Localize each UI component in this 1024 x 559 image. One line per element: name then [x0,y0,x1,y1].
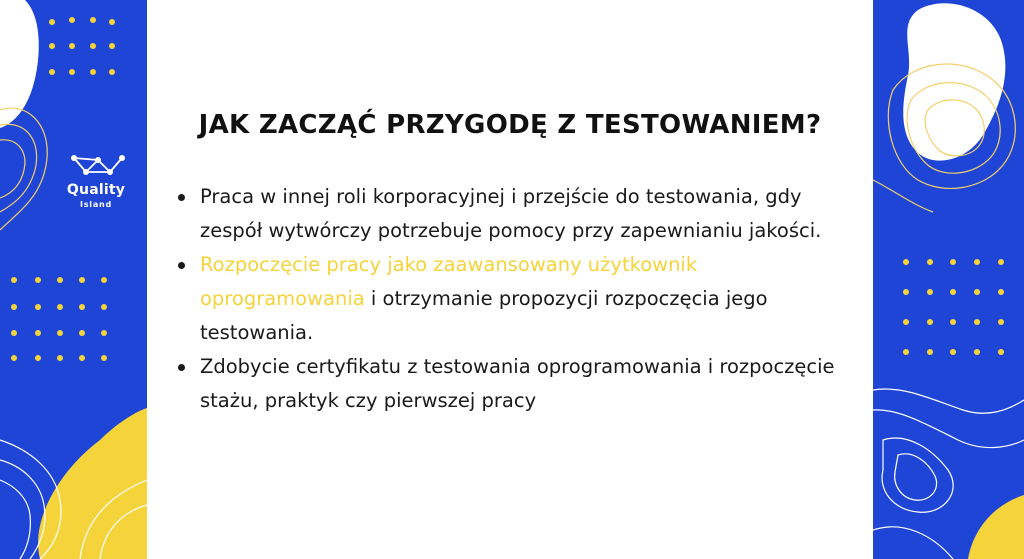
list-item-highlight: Rozpoczęcie pracy jako zaawansowany użytkownik oprogramowania [200,253,698,310]
list-item-text: Praca w innej roli korporacyjnej i przejście do testowania, gdy zespół wytwórczy potrzebuje pomocy przy zapewnianiu jakości. [200,185,822,242]
slide-content [147,0,873,559]
list-item-text: i otrzymanie propozycji rozpoczęcia jego testowania. [200,287,768,344]
logo-subtitle: Island [79,200,113,209]
contour-lines-top [0,108,47,230]
list-item [200,180,860,248]
right-decorative-panel [873,0,1024,559]
bullet-icon [178,262,185,269]
quality-island-logo [56,152,136,214]
white-blob-shape [903,3,1005,160]
slide-title: JAK ZACZĄĆ PRZYGODĘ Z TESTOWANIEM? [198,110,822,140]
yellow-dot-grid-top [49,17,115,75]
yellow-dot-grid-middle [11,277,107,361]
bullet-icon [178,364,185,371]
yellow-dot-grid [903,259,1004,355]
list-item [200,248,860,350]
right-decoration-graphic [873,0,1024,559]
list-item [200,350,860,418]
yellow-blob-shape [968,495,1024,559]
network-molecule-icon [56,152,136,182]
list-item-text: Zdobycie certyfikatu z testowania oprogramowania i rozpoczęcie stażu, praktyk czy pierwszej pracy [200,355,835,412]
left-decorative-panel [0,0,147,559]
left-decoration-graphic [0,0,147,559]
logo-name: Quality [66,182,126,198]
bullet-icon [178,194,185,201]
bullet-list [200,180,860,418]
